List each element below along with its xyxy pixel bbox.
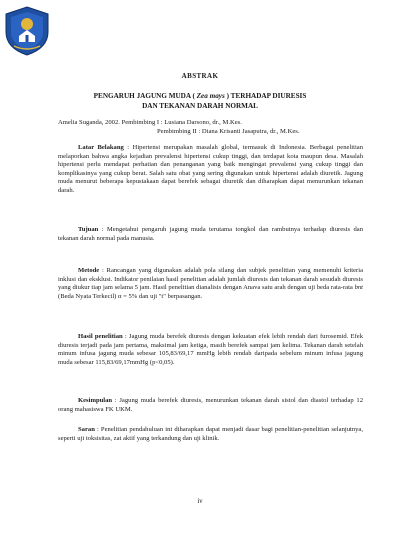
saran-lead: Saran	[78, 426, 95, 433]
metode-text-a: : Rancangan yang digunakan adalah pola silang dan subjek penelitian yang memenuhi kriteria inklusi dan eksklusi. Indikator penilaian hasil penelitian adalah jumlah diuresis dan tekanan darah sesudah diuresis yang diukur tiap jam selama 5 jam. Hasil penelitian dianalisis dengan Anava satu arah dengan uji beda rata-rata	[58, 267, 363, 292]
page-number: iv	[197, 498, 203, 505]
section-hasil	[58, 333, 363, 367]
kesimpulan-lead: Kesimpulan	[78, 397, 113, 404]
subtitle-suffix: ) TERHADAP DIURESIS	[224, 92, 307, 100]
university-logo	[4, 6, 50, 56]
saran-text: : Penelitian pendahuluan ini diharapkan dapat menjadi dasar bagi penelitian-penelitian selanjutnya, seperti uji toksisitas, zat aktif yang terkandung dan uji klinik.	[58, 426, 363, 442]
hasil-text: : Jagung muda berefek diuresis dengan kekuatan efek lebih rendah dari furosemid. Efek diuresis terjadi pada jam pertama, maksimal jam ketiga, masih berefek sampai jam kelima. Tekanan darah setelah minum infusa jagung muda sebesar 105,83/69,17 mmHg lebih rendah daripada sebelum minum infusa jagung muda sebesar 115,83/69,17mmHg (p<0,05).	[58, 333, 364, 366]
abstract-title: ABSTRAK	[181, 72, 219, 80]
abstract-subtitle	[60, 92, 340, 111]
crest-icon	[4, 6, 50, 56]
metode-lead: Metode	[78, 267, 100, 274]
author-line-2: Pembimbing II : Diana Krisanti Jasaputra, dr., M.Kes.	[157, 128, 300, 135]
hasil-lead: Hasil penelitian	[78, 333, 123, 340]
subtitle-prefix: PENGARUH JAGUNG MUDA (	[93, 92, 197, 100]
metode-text-b: (Beda Nyata Terkecil) α = 5% dan uji "t" berpasangan.	[58, 292, 203, 300]
subtitle-line2: DAN TEKANAN DARAH NORMAL	[142, 101, 258, 110]
section-latar-belakang	[58, 144, 363, 196]
section-kesimpulan	[58, 397, 363, 414]
kesimpulan-text: : Jagung muda berefek diuresis, menurunkan tekanan darah sistol dan diastol terhadap 12 orang mahasiswa FK UKM.	[58, 397, 363, 413]
latar-text: : Hipertensi merupakan masalah global, termasuk di Indonesia. Berbagai penelitian melaporkan bahwa angka kejadian prevalensi hipertensi cukup tinggi, dan terdapat kota maupun desa. Masalah hipertensi perlu mendapat perhatian dan penanganan yang baik mengingat prevalensi yang cukup tinggi dan komplikasinya yang cukup berat. Salah satu obat yang sering digunakan untuk hipertensi adalah diuretik. Jagung muda menurut beberapa kepustakaan dapat berefek sebagai diuretik dan diharapkan dapat menurunkan tekanan darah.	[58, 144, 363, 194]
section-metode	[58, 267, 363, 301]
tujuan-text: : Mengetahui pengaruh jagung muda terutama tongkol dan rambutnya terhadap diuresis dan tekanan darah normal pada manusia.	[58, 226, 363, 242]
latar-lead: Latar Belakang	[78, 144, 124, 151]
metode-text-italic: bnt	[354, 284, 363, 292]
author-line-1: Amelia Suganda, 2002. Pembimbing I : Lusiana Darsono, dr., M.Kes.	[58, 119, 242, 126]
author-block	[58, 118, 378, 136]
section-saran	[58, 426, 363, 443]
subtitle-species: Zea mays	[196, 92, 225, 100]
tujuan-lead: Tujuan	[78, 226, 99, 233]
section-tujuan	[58, 226, 363, 243]
